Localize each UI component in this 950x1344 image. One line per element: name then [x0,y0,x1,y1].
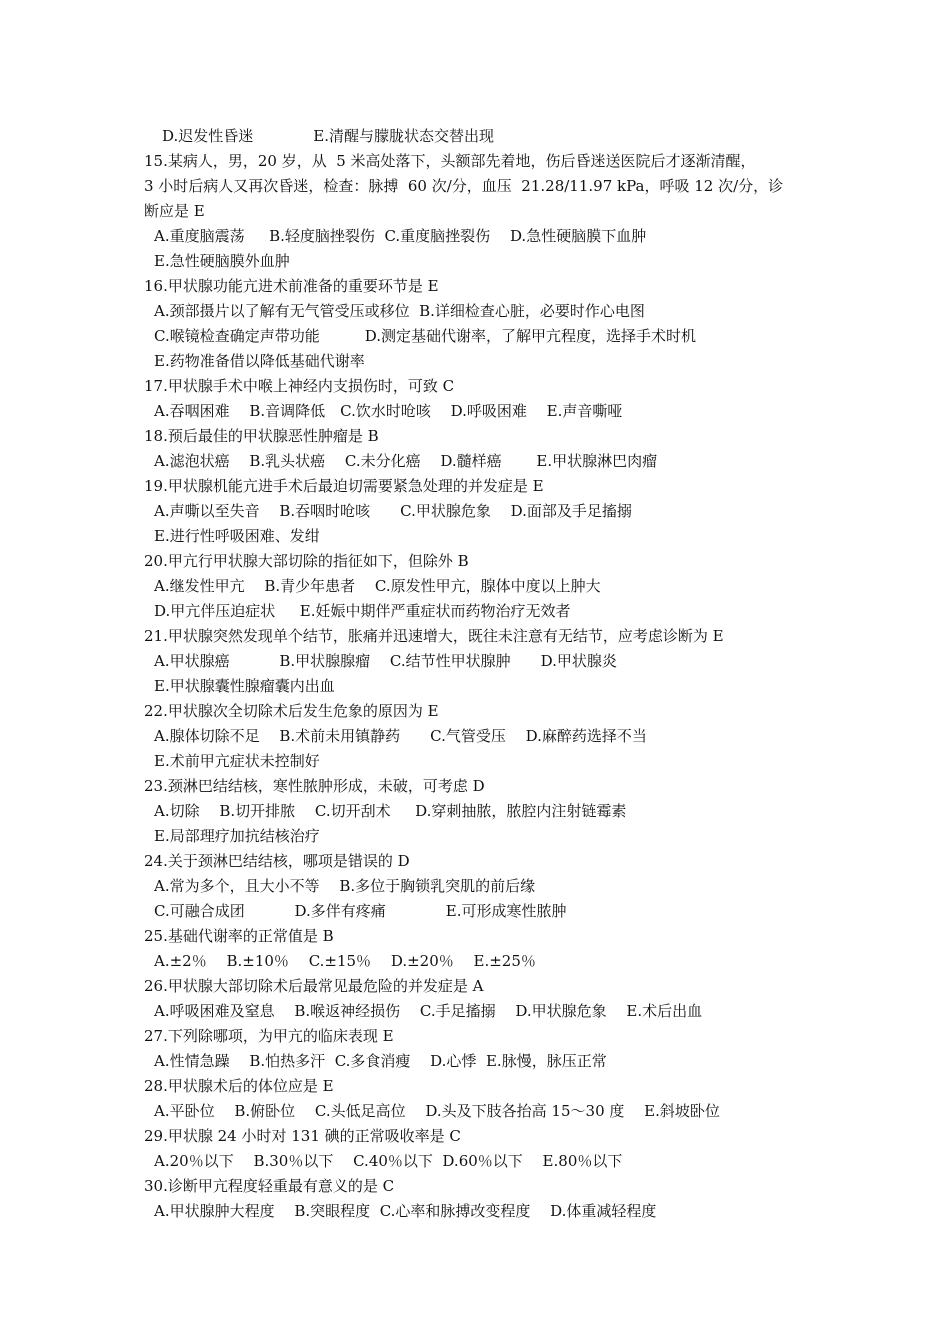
answer-options: A.甲状腺癌 B.甲状腺腺瘤 C.结节性甲状腺肿 D.甲状腺炎 [154,652,617,670]
answer-options: A.滤泡状癌 B.乳头状癌 C.未分化癌 D.髓样癌 E.甲状腺淋巴肉瘤 [154,452,658,470]
question-26: 26.甲状腺大部切除术后最常见最危险的并发症是 A [144,977,484,995]
question-24: 24.关于颈淋巴结结核，哪项是错误的 D [144,852,410,870]
answer-options: A.甲状腺肿大程度 B.突眼程度 C.心率和脉搏改变程度 D.体重减轻程度 [154,1202,657,1220]
answer-options: A.平卧位 B.俯卧位 C.头低足高位 D.头及下肢各抬高 15～30 度 E.斜坡卧位 [154,1102,720,1120]
question-15: 15.某病人，男，20 岁，从 5 米高处落下，头额部先着地，伤后昏迷送医院后才逐渐清醒， [144,152,756,170]
answer-options: E.术前甲亢症状未控制好 [154,752,320,770]
question-16: 16.甲状腺功能亢进术前准备的重要环节是 E [144,277,439,295]
answer-options: E.局部理疗加抗结核治疗 [154,827,320,845]
answer-options: A.腺体切除不足 B.术前未用镇静药 C.气管受压 D.麻醉药选择不当 [154,727,647,745]
answer-options: A.继发性甲亢 B.青少年患者 C.原发性甲亢，腺体中度以上肿大 [154,577,601,595]
question-22: 22.甲状腺次全切除术后发生危象的原因为 E [144,702,439,720]
answer-options: E.进行性呼吸困难、发绀 [154,527,320,545]
question-25: 25.基础代谢率的正常值是 B [144,927,334,945]
answer-options: C.喉镜检查确定声带功能 D.测定基础代谢率，了解甲亢程度，选择手术时机 [154,327,696,345]
answer-options: A.性情急躁 B.怕热多汗 C.多食消瘦 D.心悸 E.脉慢，脉压正常 [154,1052,607,1070]
question-28: 28.甲状腺术后的体位应是 E [144,1077,334,1095]
question-21: 21.甲状腺突然发现单个结节，胀痛并迅速增大，既往未注意有无结节，应考虑诊断为 E [144,627,724,645]
answer-options: A.吞咽困难 B.音调降低 C.饮水时呛咳 D.呼吸困难 E.声音嘶哑 [154,402,623,420]
question-15-answer: 断应是 E [144,202,205,220]
answer-options: A.颈部摄片以了解有无气管受压或移位 B.详细检查心脏，必要时作心电图 [154,302,645,320]
question-20: 20.甲亢行甲状腺大部切除的指征如下，但除外 B [144,552,469,570]
answer-options: A.常为多个，且大小不等 B.多位于胸锁乳突肌的前后缘 [154,877,536,895]
answer-options: D.甲亢伴压迫症状 E.妊娠中期伴严重症状而药物治疗无效者 [154,602,571,620]
answer-options: E.药物准备借以降低基础代谢率 [154,352,365,370]
question-27: 27.下列除哪项，为甲亢的临床表现 E [144,1027,394,1045]
answer-options: A.呼吸困难及窒息 B.喉返神经损伤 C.手足搐搦 D.甲状腺危象 E.术后出血 [154,1002,703,1020]
question-19: 19.甲状腺机能亢进手术后最迫切需要紧急处理的并发症是 E [144,477,544,495]
question-30: 30.诊断甲亢程度轻重最有意义的是 C [144,1177,395,1195]
question-18: 18.预后最佳的甲状腺恶性肿瘤是 B [144,427,379,445]
question-23: 23.颈淋巴结结核，寒性脓肿形成，未破，可考虑 D [144,777,485,795]
answer-options: A.切除 B.切开排脓 C.切开刮术 D.穿刺抽脓，脓腔内注射链霉素 [154,802,627,820]
question-15-cont: 3 小时后病人又再次昏迷，检查：脉搏 60 次/分，血压 21.28/11.97 kPa，呼吸 12 次/分，诊 [144,177,784,195]
answer-options: C.可融合成团 D.多伴有疼痛 E.可形成寒性脓肿 [154,902,567,920]
question-text-block [144,124,834,1224]
answer-options: E.甲状腺囊性腺瘤囊内出血 [154,677,335,695]
answer-options: E.急性硬脑膜外血肿 [154,252,290,270]
question-17: 17.甲状腺手术中喉上神经内支损伤时，可致 C [144,377,455,395]
answer-options: A.声嘶以至失音 B.吞咽时呛咳 C.甲状腺危象 D.面部及手足搐搦 [154,502,632,520]
answer-options: A.20％以下 B.30％以下 C.40％以下 D.60％以下 E.80％以下 [154,1152,623,1170]
answer-options: A.±2％ B.±10％ C.±15％ D.±20％ E.±25％ [154,952,536,970]
answer-options: D.迟发性昏迷 E.清醒与朦胧状态交替出现 [162,127,494,145]
question-29: 29.甲状腺 24 小时对 131 碘的正常吸收率是 C [144,1127,461,1145]
answer-options: A.重度脑震荡 B.轻度脑挫裂伤 C.重度脑挫裂伤 D.急性硬脑膜下血肿 [154,227,647,245]
